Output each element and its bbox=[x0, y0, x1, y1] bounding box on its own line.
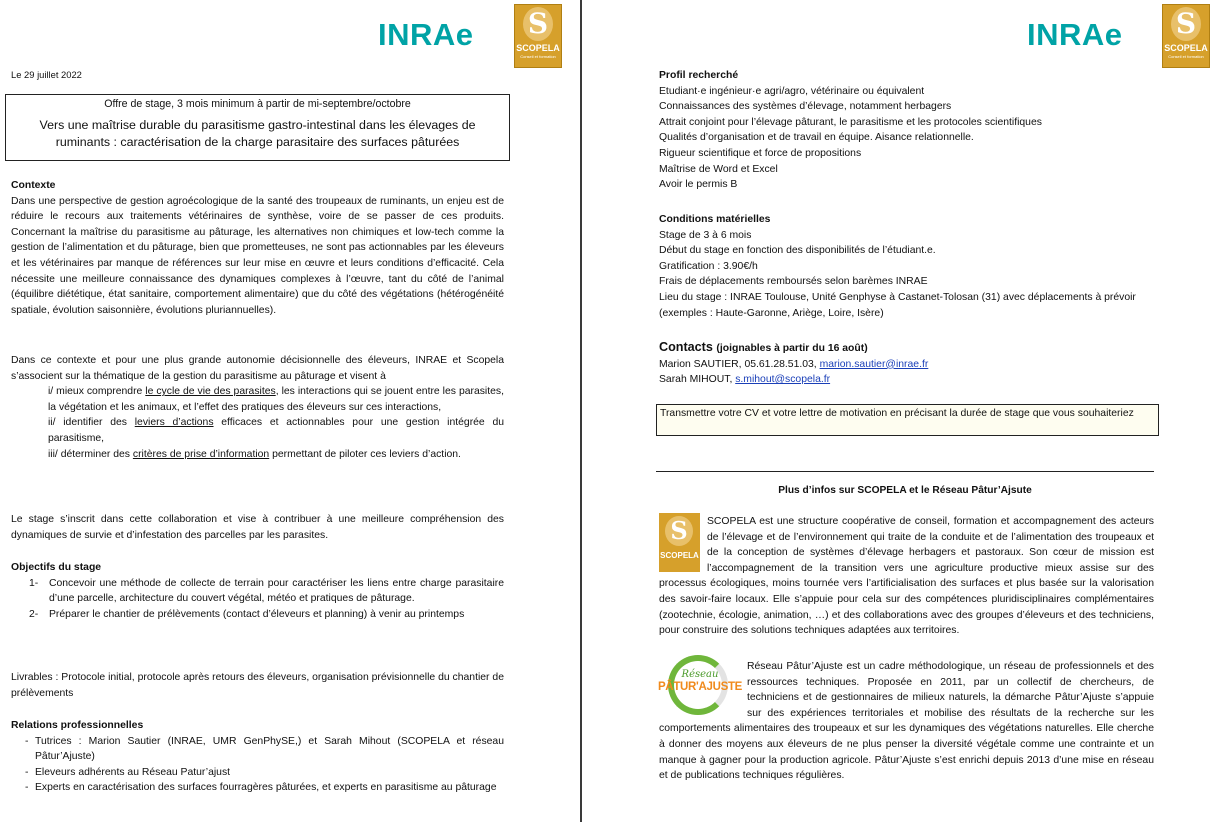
objectifs-list bbox=[11, 576, 504, 623]
document-date: Le 29 juillet 2022 bbox=[11, 69, 82, 80]
scopela-logo: S SCOPELA Conseil et formation bbox=[514, 4, 562, 68]
scopela-logo: S SCOPELA Conseil et formation bbox=[1162, 4, 1210, 68]
stage-paragraph: Le stage s’inscrit dans cette collaboration et vise à contribuer à une meilleure compréhension des dynamiques de survie et d’infestation des parcelles par les parasites. bbox=[11, 514, 504, 541]
page-divider bbox=[580, 0, 582, 822]
profil-item: Connaissances des systèmes d’élevage, notamment herbagers bbox=[659, 101, 952, 113]
profil-item: Attrait conjoint pour l’élevage pâturant, le parasitisme et les protocoles scientifiques bbox=[659, 116, 1042, 128]
condition-item: Stage de 3 à 6 mois bbox=[659, 229, 752, 241]
application-instructions-box: Transmettre votre CV et votre lettre de motivation en précisant la durée de stage que vous souhaiteriez bbox=[656, 404, 1159, 436]
scopela-s-icon: S bbox=[523, 7, 553, 41]
profil-item: Rigueur scientifique et force de propositions bbox=[659, 147, 862, 159]
condition-item: Frais de déplacements remboursés selon barèmes INRAE bbox=[659, 276, 928, 288]
profil-item: Qualités d’organisation et de travail en équipe. Aisance relationnelle. bbox=[659, 132, 974, 144]
conditions-section bbox=[659, 212, 1154, 321]
contexte-section bbox=[11, 178, 504, 318]
contacts-heading: Contacts (joignables à partir du 16 août) bbox=[659, 340, 868, 354]
scopela-logo-small: S SCOPELA bbox=[659, 513, 700, 572]
contexte-heading: Contexte bbox=[11, 180, 56, 191]
contact-mihout: Sarah MIHOUT, s.mihout@scopela.fr bbox=[659, 374, 831, 386]
inrae-logo: INRAe bbox=[1027, 17, 1123, 52]
contact-sautier: Marion SAUTIER, 05.61.28.51.03, marion.sautier@inrae.fr bbox=[659, 358, 929, 370]
aims-list bbox=[11, 384, 504, 462]
scopela-paragraph: SCOPELA est une structure coopérative de conseil, formation et accompagnement des acteurs de l’élevage et de l’environnement qui traite de la conduite et de l’alimentation des troupeaux et de la conception de systèmes d’élevage herbagers et pastoraux. Son cœur de mission est l’accompagnement de la transition vers une agriculture productive mieux assise sur des processus écologiques, moins tournée vers l’artificialisation des surfaces et plus basée sur la valorisation des savoir-faire locaux. Elle s’appuie pour cela sur des compétences pluridisciplinaires complémentaires (zootechnie, écologie, animation, …) et des collaborations avec des groupes d’éleveurs et des techniciens, pour construire des solutions techniques adaptées aux territoires. bbox=[659, 516, 1154, 637]
relation-item: - Eleveurs adhérents au Réseau Patur’ajust bbox=[11, 765, 504, 781]
aim-item: iii/ déterminer des critères de prise d’information permettant de piloter ces leviers d’action. bbox=[48, 448, 461, 460]
email-link-mihout[interactable]: s.mihout@scopela.fr bbox=[735, 374, 831, 386]
section-rule bbox=[656, 471, 1154, 472]
condition-item: Lieu du stage : INRAE Toulouse, Unité Genphyse à Castanet-Tolosan (31) avec déplacements à prévoir (exemples : Haute-Garonne, Ariège, Loire, Isère) bbox=[659, 291, 1136, 319]
objectif-item: 1- Concevoir une méthode de collecte de terrain pour caractériser les liens entre charge parasitaire d’une parcelle, architecture du couvert végétal, météo et pratiques de pâturage. bbox=[29, 577, 504, 605]
aim-item: ii/ identifier des leviers d’actions efficaces et actionnables pour une gestion intégrée du parasitisme, bbox=[48, 417, 505, 444]
profil-item: Etudiant·e ingénieur·e agri/agro, vétérinaire ou équivalent bbox=[659, 85, 925, 97]
more-info-heading: Plus d’infos sur SCOPELA et le Réseau Pâtur’Ajsute bbox=[778, 485, 1032, 496]
profil-section bbox=[659, 68, 1154, 193]
offer-title: Vers une maîtrise durable du parasitisme gastro-intestinal dans les élevages de ruminants : caractérisation de la charge parasitaire des surfaces pâturées bbox=[39, 117, 476, 149]
inrae-logo: INRAe bbox=[378, 17, 474, 52]
left-page bbox=[0, 0, 580, 822]
contexte-paragraph-2: Dans ce contexte et pour une plus grande autonomie décisionnelle des éleveurs, INRAE et Scopela s’associent sur la thématique de la gestion du parasitisme au pâturage et visent à bbox=[11, 355, 504, 382]
objectif-item: 2- Préparer le chantier de prélèvements (contact d’éleveurs et planning) à venir au printemps bbox=[29, 608, 465, 620]
relation-item: - Experts en caractérisation des surfaces fourragères pâturées, et experts en parasitisme au pâturage bbox=[11, 780, 504, 796]
condition-item: Début du stage en fonction des disponibilités de l’étudiant.e. bbox=[659, 245, 936, 257]
profil-item: Avoir le permis B bbox=[659, 179, 738, 191]
offer-title-box bbox=[5, 94, 510, 161]
aims-section bbox=[11, 353, 504, 462]
email-link-sautier[interactable]: marion.sautier@inrae.fr bbox=[819, 358, 929, 370]
reseau-paturajuste-logo: Réseau PÂTUR'AJUSTE bbox=[657, 655, 743, 721]
conditions-heading: Conditions matérielles bbox=[659, 214, 771, 225]
relation-item: - Tutrices : Marion Sautier (INRAE, UMR GenPhySE,) et Sarah Mihout (SCOPELA et réseau Pâtur’Ajuste) bbox=[11, 734, 504, 765]
objectifs-heading: Objectifs du stage bbox=[11, 562, 102, 573]
scopela-s-icon: S bbox=[1171, 7, 1201, 41]
objectifs-section bbox=[11, 560, 504, 622]
reseau-paragraph: Réseau Pâtur’Ajuste est un cadre méthodologique, un réseau de professionnels et des ressources techniques. Proposée en 2011, par un collectif de chercheurs, de techniciens et de gestionnaires de milieux naturels, la démarche Pâtur’Ajuste s’appuie sur des expériences territoriales et mobilise des résultats de la recherche sur les comportements alimentaires des troupeaux et sur les dynamiques des végétations naturelles. Elle cherche à donner des moyens aux éleveurs de ne plus penser la diversité végétale comme une contrainte et un manque à gagner pour la production agricole. Pâtur’Ajuste s’est enrichi depuis 2013 d’une mise en réseau et de publications techniques régulières. bbox=[659, 661, 1154, 782]
relations-heading: Relations professionnelles bbox=[11, 720, 144, 731]
livrables-paragraph: Livrables : Protocole initial, protocole après retours des éleveurs, organisation prévisionnelle du chantier de prélèvements bbox=[11, 672, 504, 699]
profil-item: Maîtrise de Word et Excel bbox=[659, 163, 778, 175]
aim-item: i/ mieux comprendre le cycle de vie des parasites, les interactions qui se jouent entre les parasites, la végétation et les animaux, et l’effet des pratiques des éleveurs sur ces interactions, bbox=[48, 386, 504, 413]
condition-item: Gratification : 3.90€/h bbox=[659, 260, 758, 272]
relations-list bbox=[11, 734, 504, 796]
contexte-paragraph: Dans une perspective de gestion agroécologique de la santé des troupeaux de ruminants, un enjeu est de réduire le recours aux traitements vétérinaires de synthèse, voire de se passer de ces produits. Concernant la maîtrise du parasitisme au pâturage, les alternatives non chimiques et low-tech comme la gestion de l’alimentation et du pâturage, bien que prometteuses, ne sont pas actionnables par les éleveurs et les vétérinaires par manque de références sur leur mise en œuvre et leurs conditions d’efficacité. Cela nécessite une meilleure connaissance des dynamiques complexes à l’œuvre, tant du côté de l’animal (équilibre diététique, état sanitaire, comportement alimentaire) que du côté des végétations (hétérogénéité spatiale, évolution saisonnière, évolutions pluriannuelles). bbox=[11, 195, 504, 316]
contacts-section bbox=[659, 340, 1154, 388]
relations-section bbox=[11, 718, 504, 796]
profil-heading: Profil recherché bbox=[659, 70, 739, 81]
offer-line: Offre de stage, 3 mois minimum à partir de mi-septembre/octobre bbox=[104, 98, 411, 110]
scopela-s-icon: S bbox=[665, 516, 693, 546]
right-page bbox=[583, 0, 1210, 822]
